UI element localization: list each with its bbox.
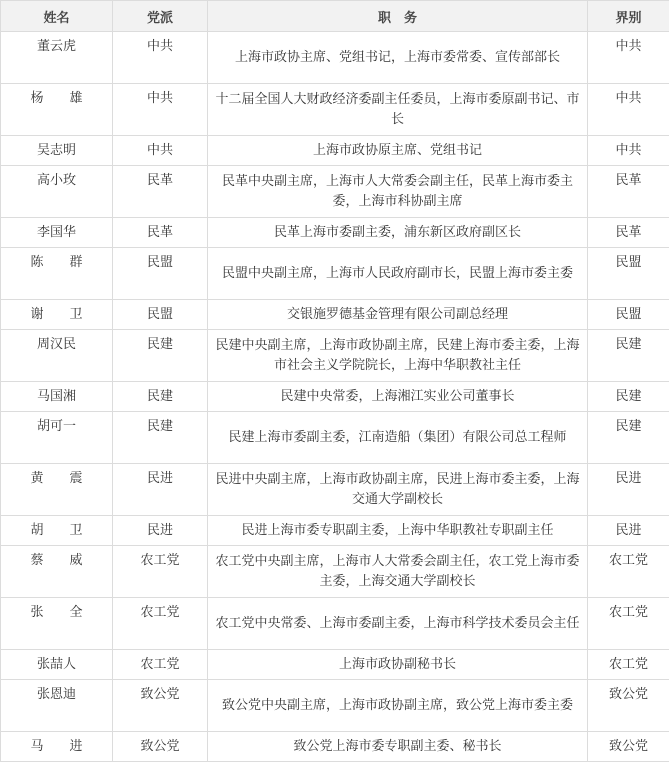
title-cell: 十二届全国人大财政经济委副主任委员，上海市委原副书记、市长 xyxy=(208,84,588,136)
party-cell: 中共 xyxy=(113,32,208,84)
party-cell: 民盟 xyxy=(113,300,208,330)
name-cell: 张 全 xyxy=(1,598,113,650)
party-cell: 民盟 xyxy=(113,248,208,300)
sector-cell: 农工党 xyxy=(588,650,669,680)
title-cell: 民建中央副主席，上海市政协副主席，民建上海市委主委，上海市社会主义学院院长，上海中华职教社主任 xyxy=(208,330,588,382)
name-cell: 张喆人 xyxy=(1,650,113,680)
table-row xyxy=(1,598,669,650)
name-cell: 杨 雄 xyxy=(1,84,113,136)
name-cell: 马国湘 xyxy=(1,382,113,412)
table-row xyxy=(1,136,669,166)
sector-cell: 致公党 xyxy=(588,732,669,762)
name-cell: 胡 卫 xyxy=(1,516,113,546)
title-cell: 上海市政协主席、党组书记，上海市委常委、宣传部部长 xyxy=(208,32,588,84)
table-body xyxy=(1,32,669,762)
name-cell: 马 进 xyxy=(1,732,113,762)
sector-cell: 农工党 xyxy=(588,546,669,598)
table-row xyxy=(1,546,669,598)
table-row xyxy=(1,166,669,218)
title-cell: 农工党中央副主席，上海市人大常委会副主任，农工党上海市委主委，上海交通大学副校长 xyxy=(208,546,588,598)
sector-cell: 民革 xyxy=(588,166,669,218)
table-row xyxy=(1,382,669,412)
party-cell: 民革 xyxy=(113,166,208,218)
table-row xyxy=(1,516,669,546)
sector-cell: 中共 xyxy=(588,32,669,84)
name-cell: 陈 群 xyxy=(1,248,113,300)
sector-cell: 民建 xyxy=(588,330,669,382)
table-row xyxy=(1,650,669,680)
sector-cell: 中共 xyxy=(588,84,669,136)
party-cell: 中共 xyxy=(113,136,208,166)
name-cell: 张恩迪 xyxy=(1,680,113,732)
sector-cell: 民进 xyxy=(588,516,669,546)
title-cell: 民进中央副主席，上海市政协副主席，民进上海市委主委，上海交通大学副校长 xyxy=(208,464,588,516)
title-cell: 民建中央常委，上海湘江实业公司董事长 xyxy=(208,382,588,412)
name-cell: 吴志明 xyxy=(1,136,113,166)
sector-cell: 民建 xyxy=(588,382,669,412)
name-cell: 周汉民 xyxy=(1,330,113,382)
title-cell: 农工党中央常委、上海市委副主委，上海市科学技术委员会主任 xyxy=(208,598,588,650)
table-header-row xyxy=(1,1,669,32)
title-cell: 民进上海市委专职副主委，上海中华职教社专职副主任 xyxy=(208,516,588,546)
name-cell: 董云虎 xyxy=(1,32,113,84)
name-cell: 李国华 xyxy=(1,218,113,248)
table-row xyxy=(1,32,669,84)
name-cell: 胡可一 xyxy=(1,412,113,464)
sector-cell: 民盟 xyxy=(588,248,669,300)
party-cell: 民进 xyxy=(113,464,208,516)
party-cell: 民建 xyxy=(113,330,208,382)
name-cell: 高小玫 xyxy=(1,166,113,218)
title-cell: 民革上海市委副主委，浦东新区政府副区长 xyxy=(208,218,588,248)
name-cell: 蔡 威 xyxy=(1,546,113,598)
party-cell: 农工党 xyxy=(113,598,208,650)
table-row xyxy=(1,84,669,136)
party-cell: 民建 xyxy=(113,382,208,412)
table-row xyxy=(1,248,669,300)
title-cell: 民盟中央副主席，上海市人民政府副市长，民盟上海市委主委 xyxy=(208,248,588,300)
sector-cell: 民建 xyxy=(588,412,669,464)
header-name: 姓名 xyxy=(1,1,113,32)
title-cell: 民革中央副主席，上海市人大常委会副主任，民革上海市委主委，上海市科协副主席 xyxy=(208,166,588,218)
party-cell: 民进 xyxy=(113,516,208,546)
title-cell: 上海市政协原主席、党组书记 xyxy=(208,136,588,166)
table-row xyxy=(1,464,669,516)
party-cell: 致公党 xyxy=(113,732,208,762)
header-party: 党派 xyxy=(113,1,208,32)
title-cell: 致公党中央副主席，上海市政协副主席，致公党上海市委主委 xyxy=(208,680,588,732)
sector-cell: 中共 xyxy=(588,136,669,166)
party-cell: 农工党 xyxy=(113,650,208,680)
sector-cell: 农工党 xyxy=(588,598,669,650)
table-row xyxy=(1,218,669,248)
party-cell: 民建 xyxy=(113,412,208,464)
table-row xyxy=(1,300,669,330)
header-title: 职 务 xyxy=(208,1,588,32)
table-row xyxy=(1,412,669,464)
title-cell: 民建上海市委副主委，江南造船（集团）有限公司总工程师 xyxy=(208,412,588,464)
title-cell: 致公党上海市委专职副主委、秘书长 xyxy=(208,732,588,762)
title-cell: 上海市政协副秘书长 xyxy=(208,650,588,680)
header-sector: 界别 xyxy=(588,1,669,32)
name-cell: 谢 卫 xyxy=(1,300,113,330)
name-cell: 黄 震 xyxy=(1,464,113,516)
party-cell: 中共 xyxy=(113,84,208,136)
table-row xyxy=(1,330,669,382)
table-row xyxy=(1,732,669,762)
sector-cell: 民盟 xyxy=(588,300,669,330)
table-row xyxy=(1,680,669,732)
sector-cell: 民革 xyxy=(588,218,669,248)
sector-cell: 致公党 xyxy=(588,680,669,732)
sector-cell: 民进 xyxy=(588,464,669,516)
party-cell: 民革 xyxy=(113,218,208,248)
party-cell: 致公党 xyxy=(113,680,208,732)
party-cell: 农工党 xyxy=(113,546,208,598)
title-cell: 交银施罗德基金管理有限公司副总经理 xyxy=(208,300,588,330)
